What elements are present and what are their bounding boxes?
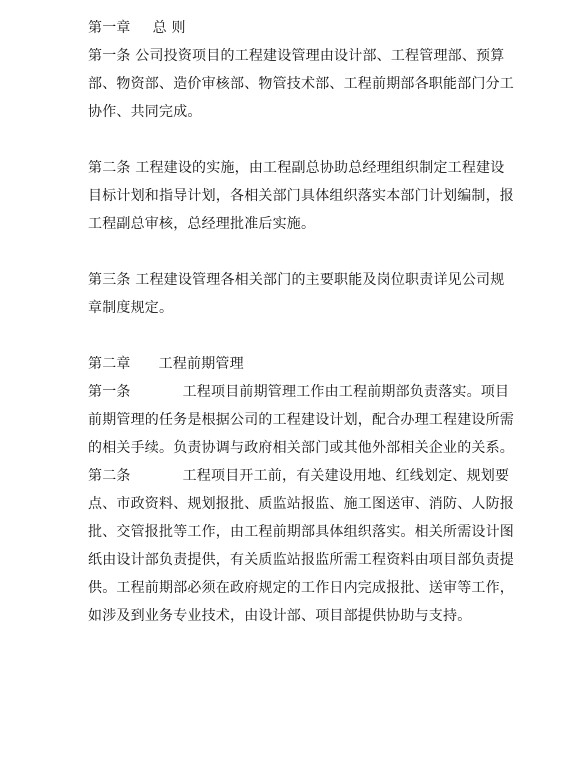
paragraph-line: 协作、共同完成。 xyxy=(88,104,202,120)
paragraph-line: 纸由设计部负责提供，有关质监站报监所需工程资料由项目部负责提 xyxy=(88,552,514,568)
paragraph-line: 第二条 工程建设的实施，由工程副总协助总经理组织制定工程建设 xyxy=(88,160,505,176)
paragraph-line: 第一条 公司投资项目的工程建设管理由设计部、工程管理部、预算 xyxy=(88,48,505,64)
paragraph-line: 章制度规定。 xyxy=(88,300,174,316)
chapter-title: 工程前期管理 xyxy=(158,356,244,372)
chapter-heading xyxy=(88,350,508,378)
article-1-1 xyxy=(88,42,514,126)
paragraph-line xyxy=(88,378,508,406)
paragraph-text: 工程项目前期管理工作由工程前期部负责落实。项目 xyxy=(182,384,510,400)
paragraph-line: 工程副总审核，总经理批准后实施。 xyxy=(88,216,316,232)
paragraph-line: 第三条 工程建设管理各相关部门的主要职能及岗位职责详见公司规 xyxy=(88,272,505,288)
article-1-2 xyxy=(88,154,514,238)
chapter-number: 第一章 xyxy=(88,20,131,36)
chapter-heading xyxy=(88,14,508,42)
paragraph-line: 点、市政资料、规划报批、质监站报监、施工图送审、消防、人防报 xyxy=(88,496,514,512)
article-2-1 xyxy=(88,378,514,462)
paragraph-line: 目标计划和指导计划，各相关部门具体组织落实本部门计划编制，报 xyxy=(88,188,514,204)
paragraph-line: 批、交管报批等工作，由工程前期部具体组织落实。相关所需设计图 xyxy=(88,524,514,540)
article-number: 第二条 xyxy=(88,468,131,484)
chapter-title: 总 则 xyxy=(152,20,186,36)
paragraph-line: 如涉及到业务专业技术，由设计部、项目部提供协助与支持。 xyxy=(88,608,472,624)
paragraph-line: 部、物资部、造价审核部、物管技术部、工程前期部各职能部门分工 xyxy=(88,76,514,92)
document-page xyxy=(88,14,514,630)
paragraph-line xyxy=(88,462,508,490)
paragraph-line: 的相关手续。负责协调与政府相关部门或其他外部相关企业的关系。 xyxy=(88,440,514,456)
chapter-number: 第二章 xyxy=(88,356,131,372)
article-2-2 xyxy=(88,462,514,630)
paragraph-line: 供。工程前期部必须在政府规定的工作日内完成报批、送审等工作， xyxy=(88,580,514,596)
paragraph-line: 前期管理的任务是根据公司的工程建设计划，配合办理工程建设所需 xyxy=(88,412,514,428)
article-1-3 xyxy=(88,266,508,322)
paragraph-text: 工程项目开工前，有关建设用地、红线划定、规划要 xyxy=(182,468,510,484)
article-number: 第一条 xyxy=(88,384,131,400)
